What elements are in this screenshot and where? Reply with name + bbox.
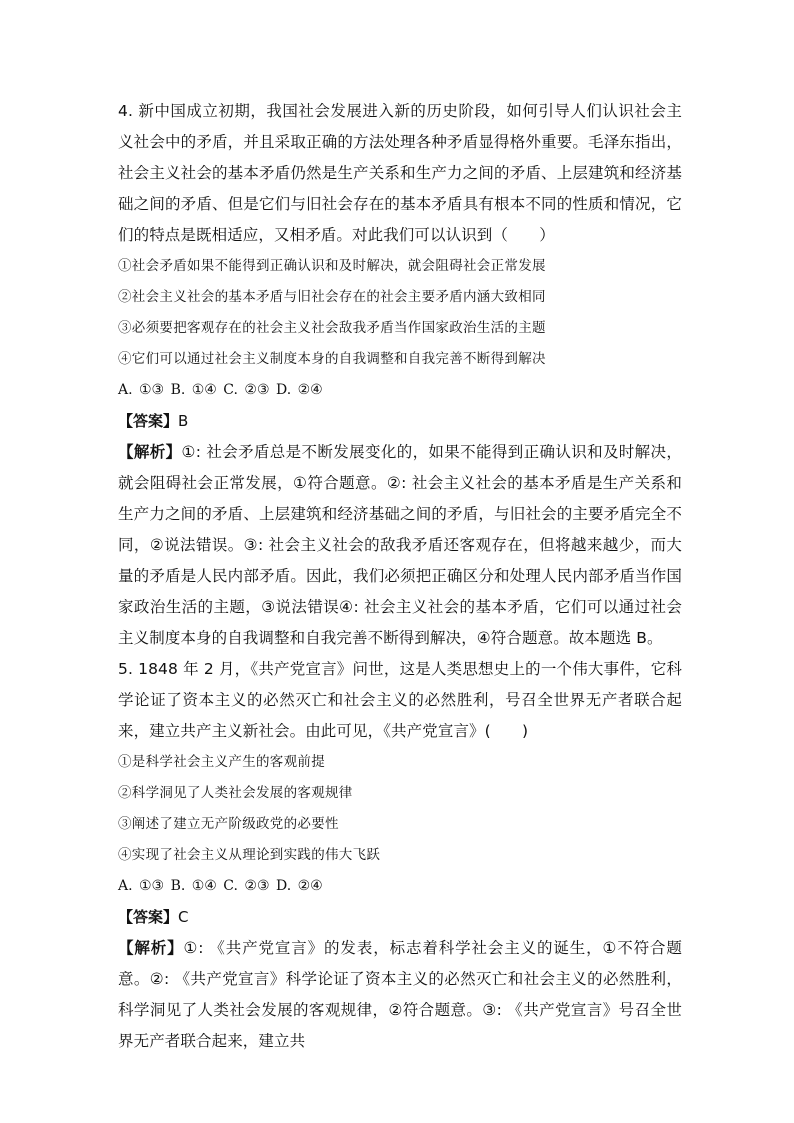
analysis-tag: 【解析】 xyxy=(118,443,182,461)
question-4-choices: A. ①③ B. ①④ C. ②③ D. ②④ xyxy=(118,382,323,398)
question-4-option-3: ③必须要把客观存在的社会主义社会敌我矛盾当作国家政治生活的主题 xyxy=(118,320,546,336)
answer-tag: 【答案】 xyxy=(118,412,179,430)
answer-value: B xyxy=(178,412,189,430)
question-4-analysis xyxy=(118,437,682,654)
question-5-option-3: ③阐述了建立无产阶级政党的必要性 xyxy=(118,816,339,832)
question-5-option-1: ①是科学社会主义产生的客观前提 xyxy=(118,754,325,770)
question-5-answer xyxy=(118,902,682,933)
question-5-option-4: ④实现了社会主义从理论到实践的伟大飞跃 xyxy=(118,847,381,863)
question-5-choices: A. ①③ B. ①④ C. ②③ D. ②④ xyxy=(118,878,323,894)
question-4-option-1: ①社会矛盾如果不能得到正确认识和及时解决，就会阻碍社会正常发展 xyxy=(118,258,546,274)
question-4-option-4: ④它们可以通过社会主义制度本身的自我调整和自我完善不断得到解决 xyxy=(118,351,546,367)
document-page xyxy=(118,96,682,1057)
question-5-stem: 5. 1848 年 2 月，《共产党宣言》问世，这是人类思想史上的一个伟大事件，它科学论证了资本主义的必然灭亡和社会主义的必然胜利，号召全世界无产者联合起来，建立共产主义新社会。由此可见，《共产党宣言》( ) xyxy=(118,660,682,740)
analysis-text: ①: 《共产党宣言》的发表，标志着科学社会主义的诞生，①不符合题意。②: 《共产党宣言》科学论证了资本主义的必然灭亡和社会主义的必然胜利，科学洞见了人类社会发展的客观规律，②符合题意。③: 《共产党宣言》号召全世界无产者联合起来，建立共 xyxy=(118,939,682,1050)
question-4-stem: 4. 新中国成立初期，我国社会发展进入新的历史阶段，如何引导人们认识社会主义社会中的矛盾，并且采取正确的方法处理各种矛盾显得格外重要。毛泽东指出，社会主义社会的基本矛盾仍然是生产关系和生产力之间的矛盾、上层建筑和经济基础之间的矛盾、但是它们与旧社会存在的基本矛盾具有根本不同的性质和情况，它们的特点是既相适应，又相矛盾。对此我们可以认识到（ ） xyxy=(118,102,682,244)
question-4-answer xyxy=(118,406,682,437)
analysis-tag: 【解析】 xyxy=(118,939,184,957)
question-5-analysis xyxy=(118,933,682,1057)
analysis-text: ①: 社会矛盾总是不断发展变化的，如果不能得到正确认识和及时解决，就会阻碍社会正常发展，①符合题意。②: 社会主义社会的基本矛盾是生产关系和生产力之间的矛盾、上层建筑和经济基础之间的矛盾，与旧社会的主要矛盾完全不同，②说法错误。③: 社会主义社会的敌我矛盾还客观存在，但将越来越少，而大量的矛盾是人民内部矛盾。因此，我们必须把正确区分和处理人民内部矛盾当作国家政治生活的主题，③说法错误④: 社会主义社会的基本矛盾，它们可以通过社会主义制度本身的自我调整和自我完善不断得到解决，④符合题意。故本题选 B。 xyxy=(118,443,682,647)
answer-value: C xyxy=(178,908,189,926)
answer-tag: 【答案】 xyxy=(118,908,179,926)
question-4-option-2: ②社会主义社会的基本矛盾与旧社会存在的社会主要矛盾内涵大致相同 xyxy=(118,289,546,305)
question-5-option-2: ②科学洞见了人类社会发展的客观规律 xyxy=(118,785,353,801)
